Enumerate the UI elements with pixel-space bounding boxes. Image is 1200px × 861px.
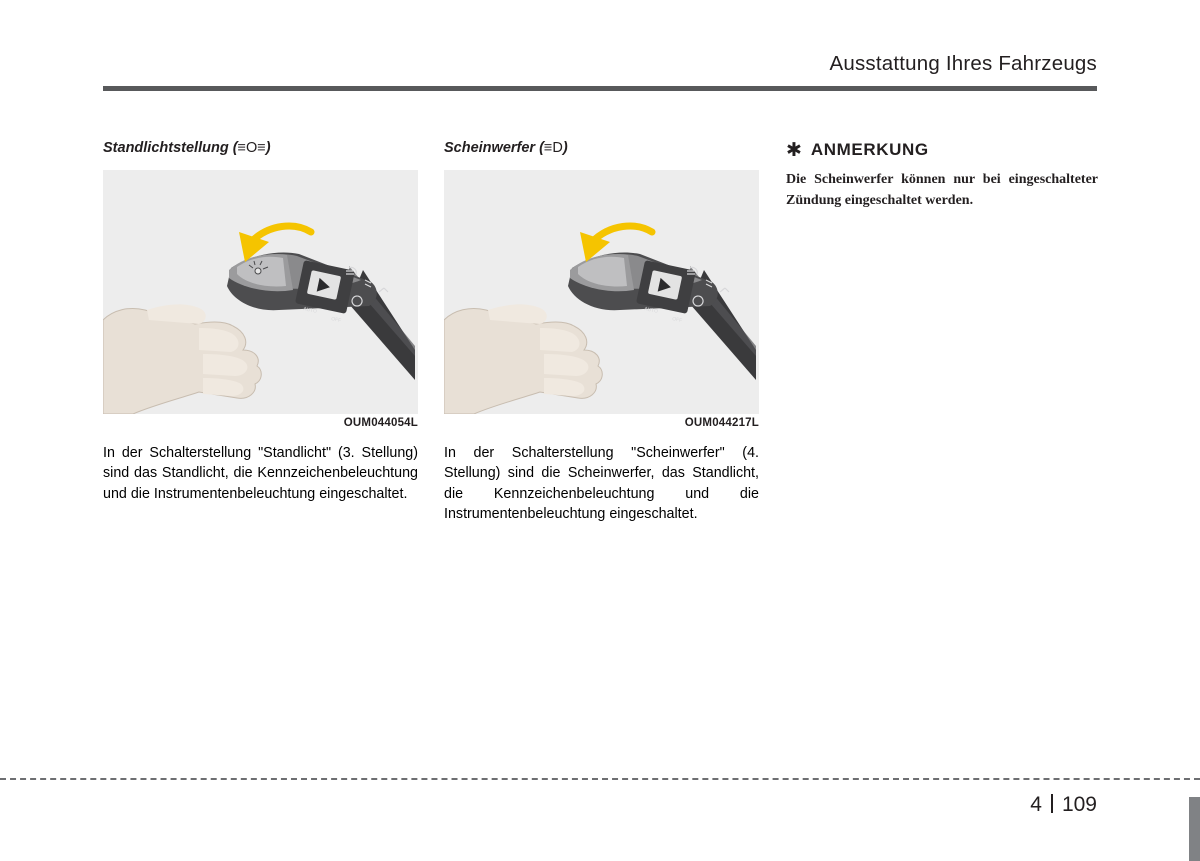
page-number-value: 109 [1061,793,1097,816]
figure-block-standlicht [103,140,418,504]
svg-text:OFF: OFF [671,316,683,325]
figure-1-image [103,170,418,414]
note-body: Die Scheinwerfer können nur bei eingeschalteter Zündung eingeschaltet werden. [786,172,1098,208]
chapter-tab-marker [1189,797,1200,861]
svg-text:AUTO: AUTO [643,306,659,315]
page-number-separator [1051,794,1053,813]
figure-2-title-close: ) [562,140,568,156]
note-title: ANMERKUNG [810,140,929,159]
figure-2-caption: In der Schalterstellung "Scheinwerfer" (4. Stellung) sind die Scheinwerfer, das Standlicht, die Kennzeichenbeleuchtung und die Instrumentenbeleuchtung eingeschaltet. [444,445,759,522]
lever-illustration-1 [103,170,418,414]
headlight-symbol-icon: ≡D [543,140,563,156]
figure-1-id: OUM044054L [343,417,418,429]
svg-text:OFF: OFF [330,316,342,325]
figure-1-title-text: Standlichtstellung ( [103,140,238,156]
page-header [103,52,1097,92]
figure-1-title-close: ) [265,140,271,156]
figure-1-caption: In der Schalterstellung "Standlicht" (3. Stellung) sind das Standlicht, die Kennzeichenbeleuchtung und die Instrumentenbeleuchtung eingeschaltet. [103,445,418,502]
asterisk-icon: ✱ [786,139,802,161]
figure-2-title-text: Scheinwerfer ( [444,140,544,156]
footer-divider [0,778,1200,780]
figure-block-scheinwerfer [444,140,759,524]
page-title: Ausstattung Ihres Fahrzeugs [829,52,1097,75]
parking-light-symbol-icon: ≡O≡ [237,140,266,156]
figure-2-image [444,170,759,414]
figure-2-title [444,140,759,156]
figure-1-title [103,140,418,156]
chapter-number: 4 [1030,793,1042,816]
note-header [786,140,1098,160]
note-block [786,140,1098,211]
header-divider [103,86,1097,91]
page-number [1030,792,1097,817]
figure-2-id: OUM044217L [684,417,759,429]
lever-illustration-2 [444,170,759,414]
svg-text:AUTO: AUTO [302,306,318,315]
